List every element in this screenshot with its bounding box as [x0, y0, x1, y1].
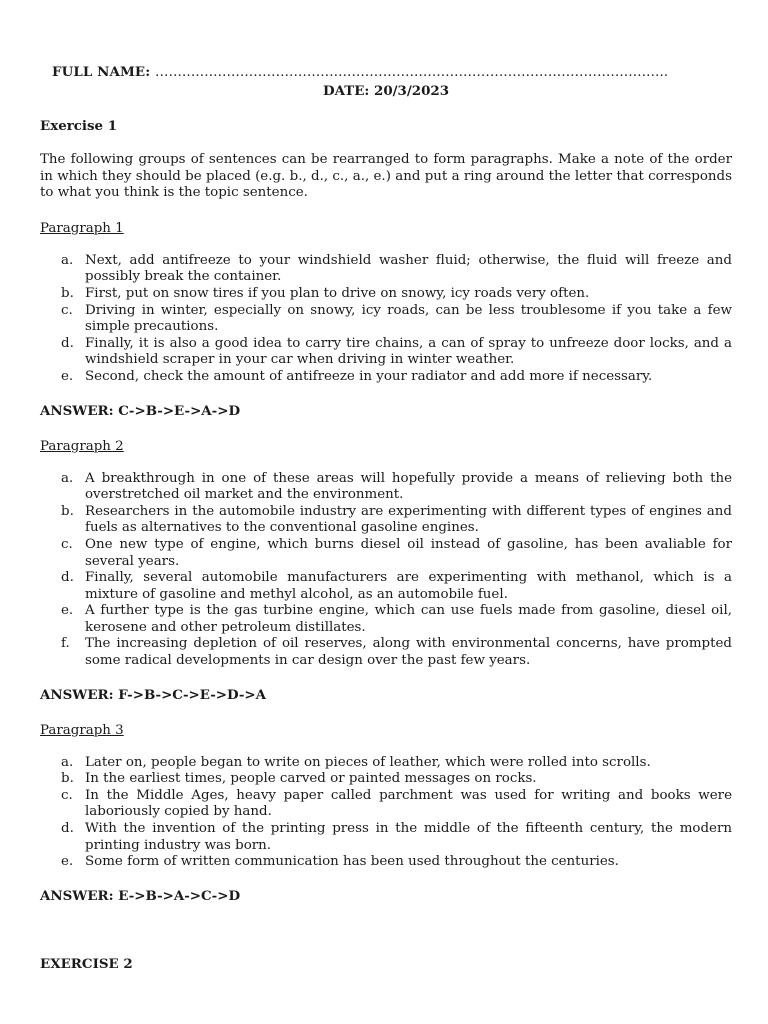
item-text: First, put on snow tires if you plan to drive on snowy, icy roads very often.: [85, 285, 590, 301]
item-letter: d.: [61, 821, 74, 837]
paragraph-3-answer: ANSWER: E->B->A->C->D: [40, 887, 241, 904]
exercise-1-title: Exercise 1: [40, 118, 118, 134]
list-item: [40, 253, 732, 286]
paragraph-2-answer: ANSWER: F->B->C->E->D->A: [40, 686, 266, 703]
item-text: With the invention of the printing press in the middle of the fifteenth century, the modern printing industry was born.: [85, 821, 732, 853]
item-text: In the Middle Ages, heavy paper called parchment was used for writing and books were laboriously copied by hand.: [85, 787, 732, 820]
item-letter: c.: [61, 536, 73, 552]
item-letter: d.: [61, 335, 74, 351]
item-letter: b.: [61, 503, 74, 519]
paragraph-2-title: Paragraph 2: [40, 438, 124, 454]
item-text: The increasing depletion of oil reserves, along with environmental concerns, have prompted some radical developments in car design over the past few years.: [85, 636, 732, 669]
list-item: [40, 771, 732, 788]
list-item: [40, 603, 732, 636]
paragraph-3-title: Paragraph 3: [40, 722, 124, 738]
list-item: [40, 755, 732, 772]
list-item: [40, 471, 732, 504]
list-item: [40, 788, 732, 821]
item-letter: a.: [61, 252, 74, 268]
item-text: Finally, several automobile manufacturers are experimenting with methanol, which is a mixture of gasoline and methyl alcohol, as an automobile fuel.: [85, 570, 732, 602]
paragraph-2-sentence-list: [40, 471, 732, 670]
list-item: [40, 286, 732, 303]
full-name-dots: …………………………………………………………………………………………………….: [155, 65, 669, 80]
worksheet-page: [40, 62, 732, 973]
paragraph-3-sentence-list: [40, 755, 732, 871]
list-item: [40, 504, 732, 537]
item-letter: c.: [61, 302, 73, 318]
item-text: Second, check the amount of antifreeze in your radiator and add more if necessary.: [85, 368, 653, 384]
item-letter: e.: [61, 854, 74, 870]
item-text: Next, add antifreeze to your windshield washer fluid; otherwise, the fluid will freeze and possibly break the container.: [85, 252, 732, 285]
paragraph-1-title: Paragraph 1: [40, 220, 124, 236]
item-letter: a.: [61, 470, 74, 486]
item-text: In the earliest times, people carved or painted messages on rocks.: [85, 771, 537, 787]
list-item: [40, 336, 732, 369]
list-item: [40, 821, 732, 854]
item-letter: e.: [61, 603, 74, 619]
item-letter: a.: [61, 754, 74, 770]
item-letter: e.: [61, 368, 74, 384]
full-name-line: [52, 62, 732, 83]
item-letter: b.: [61, 771, 74, 787]
item-text: Finally, it is also a good idea to carry tire chains, a can of spray to unfreeze door locks, and a windshield scraper in your car when driving in winter weather.: [85, 335, 732, 368]
item-text: Some form of written communication has been used throughout the centuries.: [85, 854, 619, 870]
full-name-label: FULL NAME:: [52, 64, 151, 80]
list-item: [40, 537, 732, 570]
paragraph-1-answer: ANSWER: C->B->E->A->D: [40, 402, 241, 419]
item-text: Later on, people began to write on pieces of leather, which were rolled into scrolls.: [85, 754, 651, 770]
item-text: One new type of engine, which burns diesel oil instead of gasoline, has been avaliable for several years.: [85, 536, 732, 569]
date-line: DATE: 20/3/2023: [322, 83, 450, 99]
item-text: A breakthrough in one of these areas will hopefully provide a means of relieving both the overstretched oil market and the environment.: [85, 470, 732, 503]
exercise-1-instructions: The following groups of sentences can be rearranged to form paragraphs. Make a note of the order in which they should be placed (e.g. b., d., c., a., e.) and put a ring around the letter that corresponds to what you think is the topic sentence.: [40, 152, 732, 201]
list-item: [40, 854, 732, 871]
item-letter: f.: [61, 636, 70, 652]
item-text: Researchers in the automobile industry are experimenting with different types of engines and fuels as alternatives to the conventional gasoline engines.: [85, 503, 732, 536]
list-item: [40, 303, 732, 336]
item-letter: d.: [61, 570, 74, 586]
item-letter: b.: [61, 285, 74, 301]
item-text: Driving in winter, especially on snowy, icy roads, can be less troublesome if you take a few simple precautions.: [85, 302, 732, 335]
list-item: [40, 369, 732, 386]
item-letter: c.: [61, 787, 73, 803]
item-text: A further type is the gas turbine engine, which can use fuels made from gasoline, diesel oil, kerosene and other petroleum distillates.: [85, 603, 732, 635]
list-item: [40, 636, 732, 669]
exercise-2-title: EXERCISE 2: [40, 955, 133, 972]
paragraph-1-sentence-list: [40, 253, 732, 386]
list-item: [40, 570, 732, 603]
